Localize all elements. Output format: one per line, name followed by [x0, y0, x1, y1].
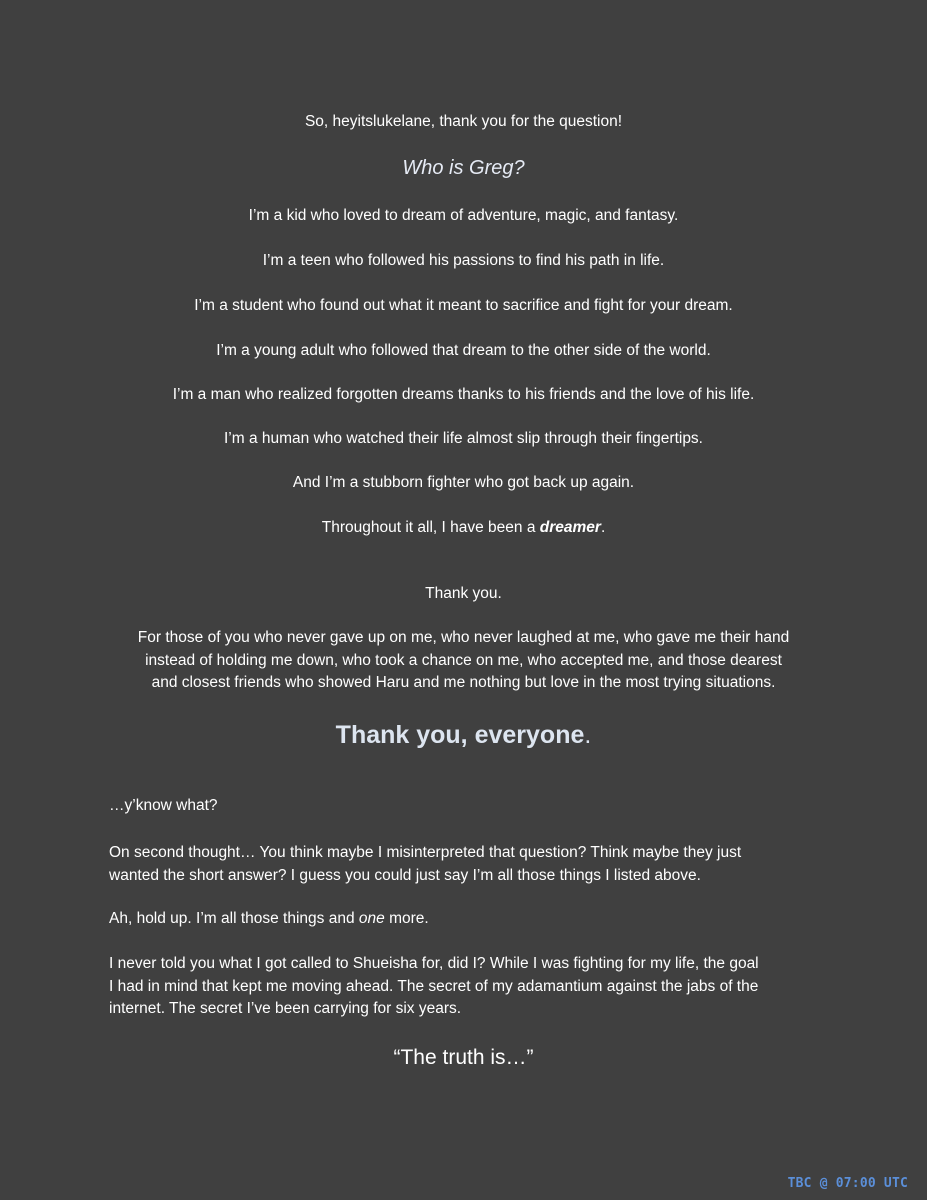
tbc-label: TBC @ 07:00 UTC: [787, 1176, 908, 1191]
second-thought-line-1: On second thought… You think maybe I misinterpreted that question? Think maybe they just: [109, 844, 742, 861]
statement-kid: I’m a kid who loved to dream of adventure, magic, and fantasy.: [248, 207, 679, 224]
thanks-everyone-text: Thank you, everyone: [335, 721, 585, 749]
truth-quote: “The truth is…”: [393, 1046, 534, 1069]
statement-fighter: And I’m a stubborn fighter who got back up again.: [292, 474, 635, 491]
statement-human: I’m a human who watched their life almost slip through their fingertips.: [223, 430, 703, 447]
shueisha-line-2: I had in mind that kept me moving ahead. The secret of my adamantium against the jabs of the: [109, 977, 759, 995]
question-heading: Who is Greg?: [402, 157, 525, 179]
statement-teen: I’m a teen who followed his passions to find his path in life.: [262, 252, 665, 269]
shueisha-line-3: internet. The secret I’ve been carrying for six years.: [109, 1000, 462, 1017]
thanks-paragraph-line-1: For those of you who never gave up on me, who never laughed at me, who gave me their hand: [137, 629, 790, 646]
shueisha-line-1: I never told you what I got called to Shueisha for, did I? While I was fighting for my life, the goal: [109, 955, 759, 972]
intro-line: So, heyitslukelane, thank you for the question!: [304, 113, 623, 130]
second-thought-line-2: wanted the short answer? I guess you could just say I’m all those things I listed above.: [109, 866, 701, 884]
statement-man: I’m a man who realized forgotten dreams thanks to his friends and the love of his life.: [172, 386, 755, 403]
thanks-paragraph-line-2: instead of holding me down, who took a chance on me, who accepted me, and those dearest: [145, 651, 782, 669]
thanks-paragraph-line-3: and closest friends who showed Haru and me nothing but love in the most trying situations.: [151, 674, 776, 691]
dreamer-line: [0, 517, 927, 539]
statement-student: I’m a student who found out what it meant to sacrifice and fight for your dream.: [194, 297, 733, 314]
statement-young-adult: I’m a young adult who followed that dream to the other side of the world.: [216, 342, 711, 359]
hold-up-emphasis: one: [358, 910, 385, 927]
dreamer-prefix: Throughout it all, I have been a: [321, 519, 540, 536]
hold-up-line: [109, 908, 829, 931]
hold-up-prefix: Ah, hold up. I’m all those things and: [109, 910, 359, 927]
shueisha-paragraph: [109, 953, 829, 1021]
thanks-everyone-heading: [0, 720, 927, 750]
hold-up-suffix: more.: [384, 910, 429, 927]
thanks-everyone-period: .: [584, 721, 592, 749]
dreamer-emphasis: dreamer: [539, 519, 601, 536]
thanks-short: Thank you.: [425, 585, 502, 602]
dreamer-suffix: .: [600, 519, 606, 536]
thanks-paragraph: [0, 627, 927, 695]
yknow-line: …y’know what?: [109, 797, 218, 814]
second-thought-paragraph: [109, 842, 829, 887]
